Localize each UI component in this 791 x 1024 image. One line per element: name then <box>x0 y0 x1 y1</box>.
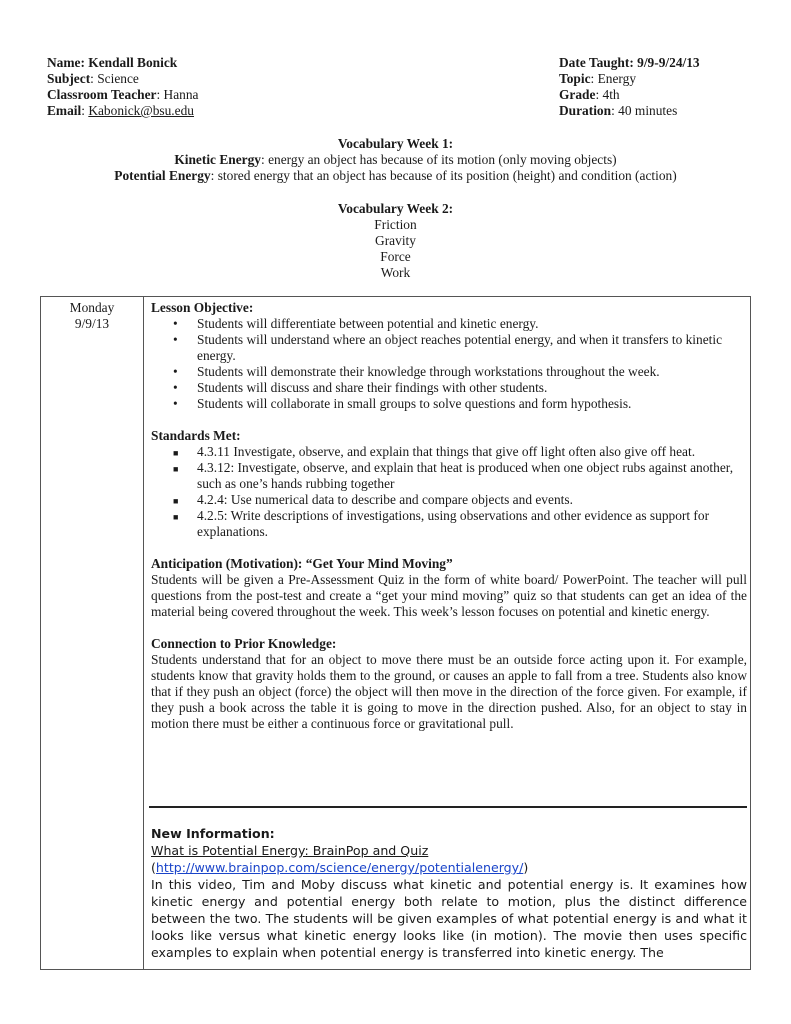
day-weekday: Monday <box>69 300 115 315</box>
bullet-icon: • <box>173 316 178 331</box>
email-line <box>47 103 467 119</box>
email-label: Email <box>47 103 82 118</box>
bullet-icon: • <box>173 332 178 347</box>
bullet-icon: • <box>173 380 178 395</box>
vocab-week-1 <box>0 136 791 184</box>
vocab-week-2-title: Vocabulary Week 2: <box>337 201 454 216</box>
duration-label: Duration <box>559 103 612 118</box>
section-divider <box>149 806 747 808</box>
email-sep: : <box>81 103 89 118</box>
vocab-word: Work <box>380 265 411 280</box>
bullet-icon: • <box>173 396 178 411</box>
new-info-text: In this video, Tim and Moby discuss what kinetic and potential energy is. It examines how kinetic energy and potential energy both relate to motion, plus the distinct difference between the two. The students will be given examples of what potential energy is and what it looks like versus what kinetic energy looks like (in motion). The movie then uses specific examples to explain when potential energy is transferred into kinetic energy. The <box>151 877 747 960</box>
date-line <box>559 55 779 71</box>
potential-definition <box>0 168 791 184</box>
duration-value: : 40 minutes <box>611 103 678 118</box>
square-bullet-icon: ■ <box>173 464 179 474</box>
potential-term: Potential Energy <box>114 168 211 183</box>
vocab-word: Friction <box>374 217 417 232</box>
name-label: Name: <box>47 55 85 70</box>
grade-line <box>559 87 779 103</box>
prior-knowledge-text: Students understand that for an object to move there must be an outside force acting upon it. For example, students know that gravity holds them to the ground, or causes an apple to fall from a tree. Students also know that if they push an object (force) the object will then move in the direction of the force given. For example, if they push a book across the table it is going to move in the direction pushed. Also, for an object to stay in motion there must be either a continuous force or gravitational pull. <box>151 652 747 731</box>
list-item: • Students will discuss and share their findings with other students. <box>173 380 548 395</box>
standards-title: Standards Met: <box>151 428 241 443</box>
date-label: Date Taught: <box>559 55 634 70</box>
teacher-label: Classroom Teacher <box>47 87 157 102</box>
day-cell <box>41 300 143 332</box>
objective-title: Lesson Objective: <box>151 300 254 315</box>
header-left <box>47 55 467 119</box>
square-bullet-icon: ■ <box>173 448 179 458</box>
name-line <box>47 55 467 71</box>
name-value: Kendall Bonick <box>88 55 178 70</box>
list-item: ■ 4.2.5: Write descriptions of investigations, using observations and other evidence as support for explanations. <box>173 508 710 539</box>
prior-knowledge-title: Connection to Prior Knowledge: <box>151 636 337 651</box>
vocab-word: Gravity <box>375 233 416 248</box>
anticipation-title: Anticipation (Motivation): “Get Your Mind Moving” <box>151 556 453 571</box>
video-link[interactable]: http://www.brainpop.com/science/energy/potentialenergy/ <box>155 860 524 875</box>
square-bullet-icon: ■ <box>173 496 179 506</box>
list-item: ■ 4.3.12: Investigate, observe, and explain that heat is produced when one object rubs against another, such as one’s hands rubbing together <box>173 460 734 491</box>
new-info-title: New Information: <box>151 826 275 841</box>
square-bullet-icon: ■ <box>173 512 179 522</box>
topic-value: : Energy <box>590 71 637 86</box>
subject-value: : Science <box>90 71 139 86</box>
topic-line <box>559 71 779 87</box>
date-value: 9/9-9/24/13 <box>637 55 700 70</box>
standards-list <box>151 444 747 540</box>
column-divider <box>143 297 144 969</box>
list-item: • Students will demonstrate their knowledge through workstations throughout the week. <box>173 364 660 379</box>
header-right <box>559 55 779 119</box>
anticipation-text: Students will be given a Pre-Assessment Quiz in the form of white board/ PowerPoint. The teacher will pull questions from the post-test and create a “get your mind moving” quiz so that students can get an idea of the material being covered throughout the week. This week’s lesson focuses on potential and kinetic energy. <box>151 572 747 619</box>
close-paren: ) <box>523 860 529 875</box>
topic-label: Topic <box>559 71 591 86</box>
grade-value: : 4th <box>595 87 620 102</box>
subject-label: Subject <box>47 71 91 86</box>
list-item: ■ 4.2.4: Use numerical data to describe and compare objects and events. <box>173 492 573 507</box>
list-item: • Students will collaborate in small groups to solve questions and form hypothesis. <box>173 396 632 411</box>
vocab-week-2 <box>0 201 791 281</box>
list-item: • Students will differentiate between potential and kinetic energy. <box>173 316 539 331</box>
kinetic-def: : energy an object has because of its motion (only moving objects) <box>261 152 617 167</box>
vocab-week-1-title: Vocabulary Week 1: <box>337 136 454 151</box>
video-link-line <box>151 859 747 876</box>
email-link[interactable]: Kabonick@bsu.edu <box>88 103 194 118</box>
lesson-table <box>40 296 751 970</box>
list-item: ■ 4.3.11 Investigate, observe, and explain that things that give off light often also give off heat. <box>173 444 696 459</box>
video-title: What is Potential Energy: BrainPop and Quiz <box>151 843 429 858</box>
bullet-icon: • <box>173 364 178 379</box>
duration-line <box>559 103 779 119</box>
teacher-value: : Hanna <box>156 87 199 102</box>
open-paren: ( <box>151 860 156 875</box>
kinetic-term: Kinetic Energy <box>174 152 261 167</box>
objective-list <box>151 316 747 412</box>
new-information <box>151 825 747 961</box>
kinetic-definition <box>0 152 791 168</box>
potential-def: : stored energy that an object has because of its position (height) and condition (action) <box>210 168 677 183</box>
list-item: • Students will understand where an object reaches potential energy, and when it transfers to kinetic energy. <box>173 332 723 363</box>
lesson-content <box>151 300 747 732</box>
grade-label: Grade <box>559 87 596 102</box>
teacher-line <box>47 87 467 103</box>
day-date: 9/9/13 <box>74 316 110 331</box>
vocab-word: Force <box>380 249 411 264</box>
subject-line <box>47 71 467 87</box>
